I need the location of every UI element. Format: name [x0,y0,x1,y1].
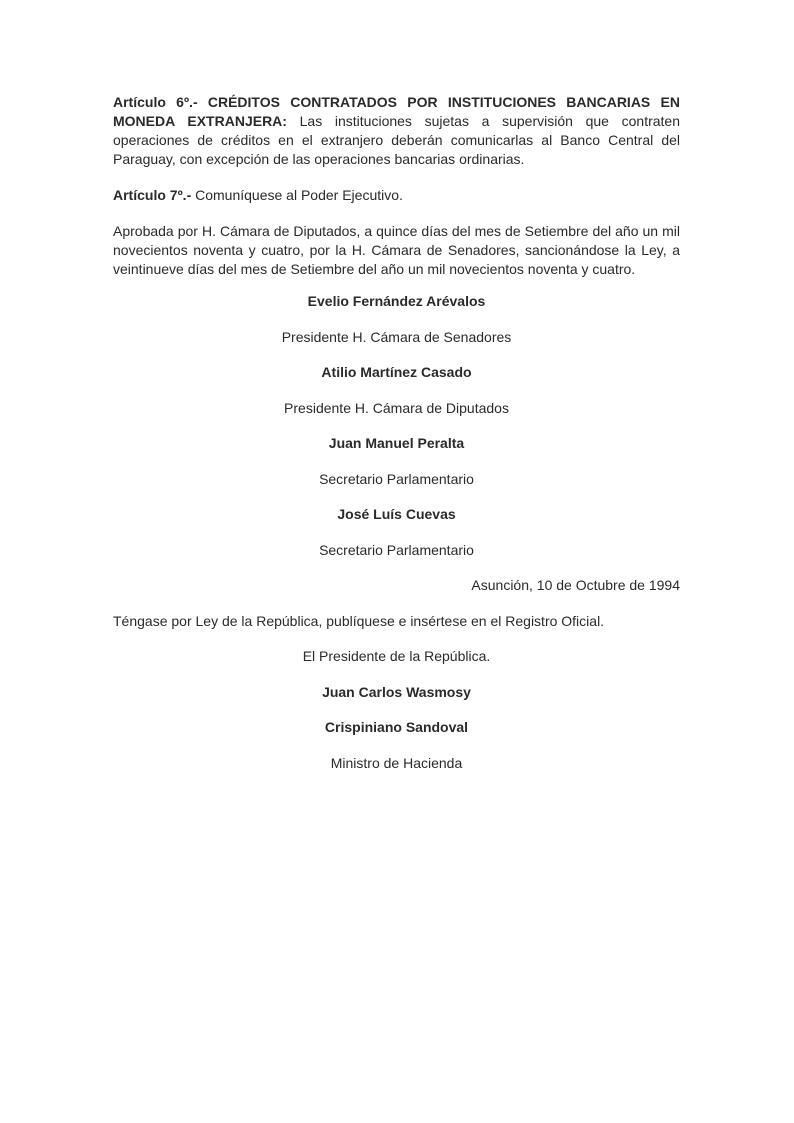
article-7-body: Comuníquese al Poder Ejecutivo. [191,187,403,203]
article-7 [113,186,680,205]
article-6-heading: Artículo 6º.- CRÉDITOS CONTRATADOS POR INSTITUCIONES BANCARIAS EN MONEDA EXTRANJERA: [113,94,680,129]
approval-paragraph: Aprobada por H. Cámara de Diputados, a quince días del mes de Setiembre del año un mil novecientos noventa y cuatro, por la H. Cámara de Senadores, sancionándose la Ley, a veintinueve días del mes de Setiembre del año un mil novecientos noventa y cuatro. [113,223,680,277]
signatures [113,292,680,560]
article-7-heading: Artículo 7º.- [113,187,192,203]
document-page [113,93,680,773]
signatory-name: Atilio Martínez Casado [321,364,472,380]
place-date: Asunción, 10 de Octubre de 1994 [471,577,680,593]
signatory-name: Evelio Fernández Arévalos [307,293,486,309]
article-6-body: Las instituciones sujetas a supervisión que contraten operaciones de créditos en el extranjero deberán comunicarlas al Banco Central del Paraguay, con excepción de las operaciones bancarias ordinarias. [113,113,681,167]
article-6 [113,93,680,169]
signatory-name: José Luís Cuevas [337,506,456,522]
signatory-title: Secretario Parlamentario [319,470,474,487]
minister-title: Ministro de Hacienda [330,754,463,771]
president-name: Juan Carlos Wasmosy [322,683,471,700]
promulgation-text: Téngase por Ley de la República, publíquese e insértese en el Registro Oficial. [113,612,605,629]
signatory-title: Presidente H. Cámara de Senadores [281,328,512,345]
executive-title: El Presidente de la República. [302,648,491,664]
signatory-title: Secretario Parlamentario [319,541,474,558]
signatory-title: Presidente H. Cámara de Diputados [284,399,509,416]
minister-name: Crispiniano Sandoval [324,719,469,735]
signatory-name: Juan Manuel Peralta [328,435,465,451]
executive-signatures [113,647,680,773]
